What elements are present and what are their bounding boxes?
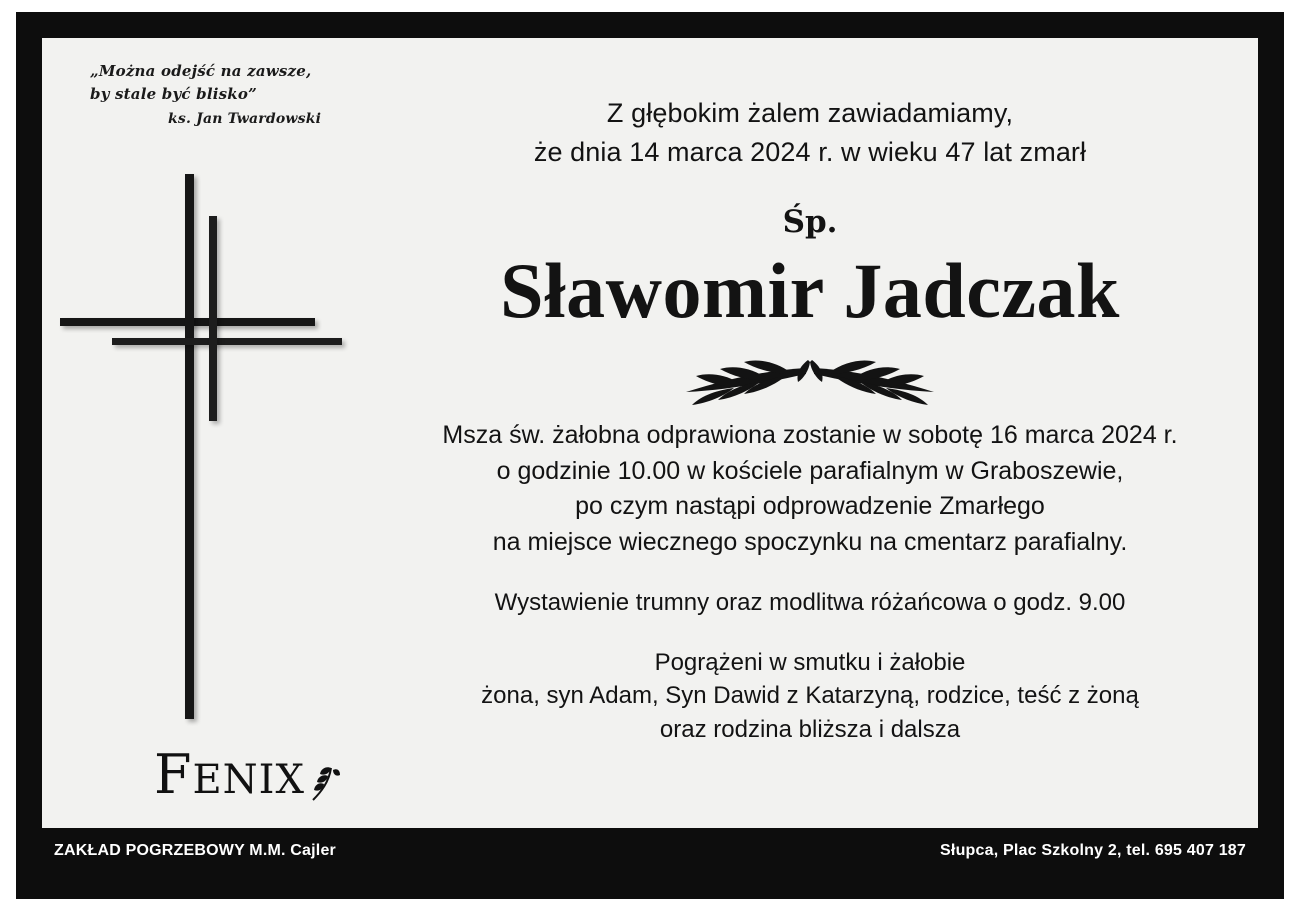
quote-line-1: „Można odejść na zawsze, [90,62,312,80]
quote-author: ks. Jan Twardowski [168,110,322,127]
footer-contact: Słupca, Plac Szkolny 2, tel. 695 407 187 [940,842,1246,859]
service-line-4: na miejsce wiecznego spoczynku na cmentarz parafialny. [492,527,1128,556]
service-line-2: o godzinie 10.00 w kościele parafialnym w Graboszewie, [496,456,1124,485]
announcement-intro [362,94,1258,172]
cross-vertical-bar-front [209,216,217,421]
mourning-frame [16,12,1284,899]
company-logo-rest: ENIX [192,757,305,803]
family-line-1: Pogrążeni w smutku i żałobie [654,648,966,676]
deceased-name: Sławomir Jadczak [500,247,1120,335]
cross-horizontal-bar-front [112,338,342,345]
notice-card [42,38,1258,828]
service-line-1: Msza św. żałobna odprawiona zostanie w sobotę 16 marca 2024 r. [442,421,1178,450]
quote-line-2: by stale być blisko” [90,85,257,104]
laurel-leaf-icon [307,756,341,802]
laurel-branch-ornament-icon [640,348,980,410]
family-line-3: oraz rodzina bliższa i dalsza [659,715,961,743]
intro-line-1: Z głębokim żalem zawiadamiamy, [606,98,1014,128]
family-signature [362,646,1258,747]
cross-icon [52,158,352,738]
intro-line-2: że dnia 14 marca 2024 r. w wieku 47 lat zmarł [533,137,1087,168]
company-logo-initial: F [154,743,193,806]
vigil-line-1: Wystawienie trumny oraz modlitwa różańcowa o godz. 9.00 [494,589,1126,617]
right-column [362,38,1258,828]
footer-bar [42,828,1258,874]
left-column [42,38,362,828]
company-logo-text [154,743,305,806]
service-line-3: po czym nastąpi odprowadzenie Zmarłego [575,492,1045,521]
service-details [362,418,1258,560]
company-logo [154,743,341,806]
epitaph-quote [90,60,370,130]
vigil-details [362,586,1258,620]
honorific: Śp. [782,204,838,241]
family-line-2: żona, syn Adam, Syn Dawid z Katarzyną, rodzice, teść z żoną [481,682,1139,710]
cross-vertical-bar-back [185,174,194,719]
footer-company: ZAKŁAD POGRZEBOWY M.M. Cajler [54,842,336,859]
